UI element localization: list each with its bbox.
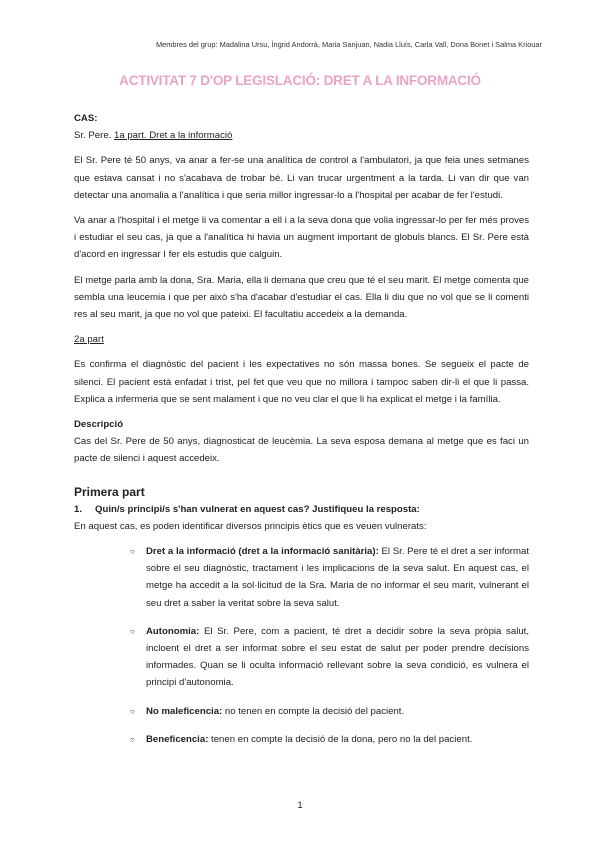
- item-label: Autonomia:: [146, 625, 200, 637]
- question-number: 1.: [74, 503, 83, 515]
- question-intro: En aquest cas, es poden identificar diversos principis ètics que es veuen vulnerats:: [74, 520, 427, 532]
- description-title: Descripció: [74, 419, 124, 431]
- item-text: no tenen en compte la decisió del pacient.: [222, 705, 405, 717]
- bullet-circle-icon: ○: [130, 734, 135, 744]
- question-text: Quin/s principi/s s'han vulnerat en aquest cas? Justifiqueu la resposta:: [95, 503, 420, 515]
- case-paragraph-2: Va anar a l'hospital i el metge li va comentar a ell i a la seva dona que volia ingressar-lo per fer més proves i estudiar el seu cas, ja que a l'analítica hi havia un augment important de globuls blancs. El Sr. Pere està d'acord en ingressar I fer els estudis que calguin.: [74, 215, 529, 261]
- item-label: No maleficencia:: [146, 705, 223, 717]
- list-item: [130, 703, 529, 720]
- item-text: El Sr. Pere, com a pacient, té dret a decidir sobre la seva pròpia salut, incloent el dret a ser informat sobre el seu estat de salut per poder prendre decisions informades. Quan se li oculta informació rellevant sobre la seva condició, es vulnera el principi d'autonomia.: [146, 625, 529, 689]
- case-intro: [74, 127, 529, 144]
- bullet-circle-icon: ○: [130, 706, 135, 716]
- item-text: tenen en compte la decisió de la dona, pero no la del pacient.: [208, 733, 473, 745]
- item-label: Beneficencia:: [146, 733, 209, 745]
- part2-paragraph: Es confirma el diagnòstic del pacient i les expectatives no són massa bones. Se segueix el pacte de silenci. El pacient està enfadat i trist, pel fet que veu que no millora i tampoc saben dir-li el que li passa. Explica a infermeria que se sent malament i que no veu clar el que li ha explicat el metge i la família.: [74, 359, 529, 405]
- case-patient-name: Sr. Pere.: [74, 130, 112, 142]
- list-item: [130, 731, 529, 748]
- document-body: [74, 110, 529, 759]
- item-label: Dret a la informació (dret a la informació sanitària):: [146, 546, 379, 558]
- item-text: El Sr. Pere té el dret a ser informat sobre el seu diagnòstic, tractament i les implicacions de la seva salut. En aquest cas, el metge ha accedit a la sol·licitud de la Sra. Maria de no informar el seu marit, vulnerant el seu dret a saber la veritat sobre la seva salut.: [146, 546, 529, 609]
- group-members-header: Membres del grup: Madalina Ursu, Íngrid Andorrà, Maria Sanjuan, Nadia Lluís, Carla Vall, Dona Bonet i Salma Kriouar: [155, 40, 542, 49]
- document-title: ACTIVITAT 7 D'OP LEGISLACIÓ: DRET A LA INFORMACIÓ: [119, 73, 481, 88]
- page-number: 1: [297, 800, 303, 811]
- description-text: Cas del Sr. Pere de 50 anys, diagnosticat de leucèmia. La seva esposa demana al metge que es faci un pacte de silenci i aquest accedeix.: [74, 436, 529, 465]
- list-item: [130, 623, 529, 692]
- case-label: CAS:: [74, 113, 98, 124]
- principles-list: [74, 543, 529, 748]
- section-heading: Primera part: [74, 484, 145, 499]
- case-paragraph-3: El metge parla amb la dona, Sra. Maria, ella li demana que creu que té el seu marit. El metge comenta que sembla una leucemia i que per això s'ha d'acabar d'estudiar el cas. Ella li diu que no vol que se li comenti res al seu marit, ja que no vol que pateixi. El facultatiu accedeix a la demanda.: [74, 274, 529, 321]
- part1-title: 1a part. Dret a la informació: [114, 130, 233, 142]
- list-item: [130, 543, 529, 612]
- question: [74, 501, 529, 518]
- bullet-circle-icon: ○: [130, 547, 135, 557]
- part2-title: 2a part: [74, 334, 104, 346]
- case-paragraph-1: El Sr. Pere té 50 anys, va anar a fer-se una analítica de control a l'ambulatori, ja que feia unes setmanes que estava cansat i no s'acabava de trobar bé. Li van trucar urgentment a la tarda. Li van dir que van detectar una anomalia a l'analítica i que seria millor ingressar-lo a l'hospital per acabar de fer l'estudi.: [74, 155, 529, 201]
- bullet-circle-icon: ○: [130, 626, 135, 636]
